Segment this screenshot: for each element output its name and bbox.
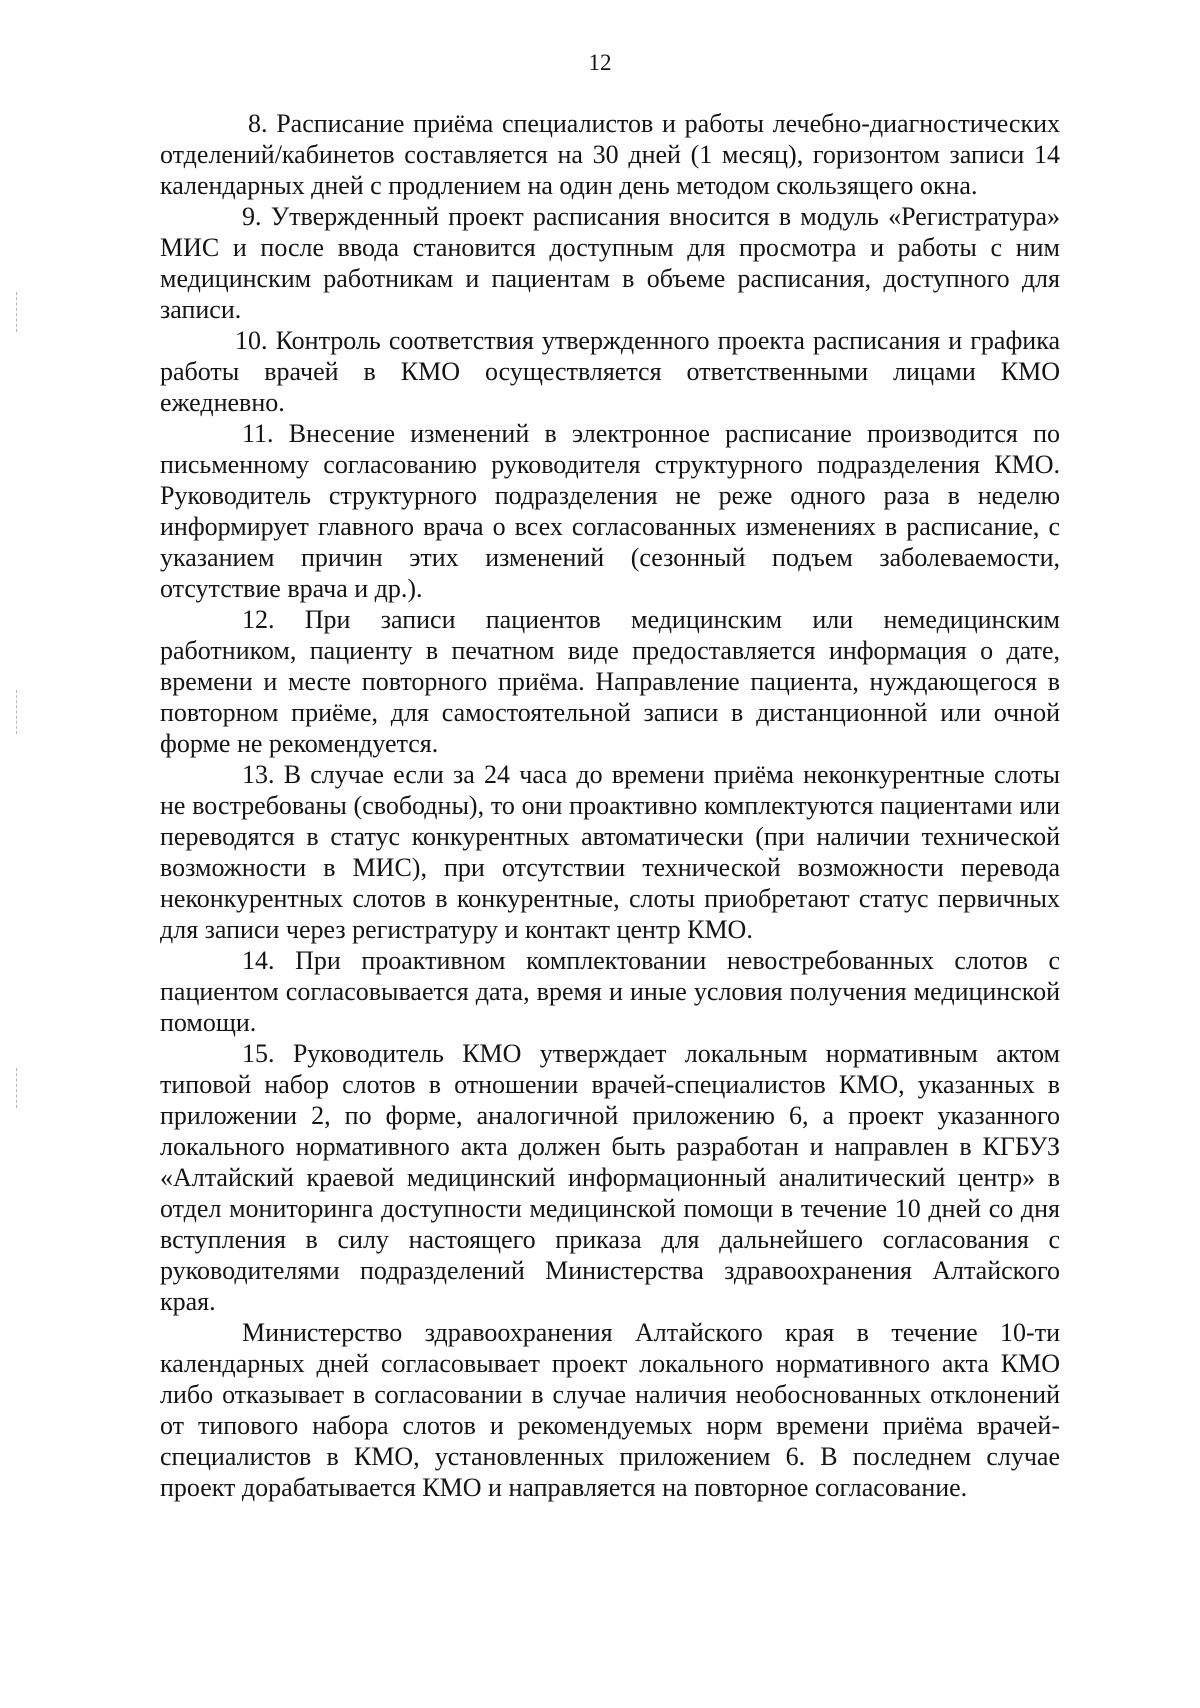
paragraph-13: 13. В случае если за 24 часа до времени приёма неконкурентные слоты не востребованы (свободны), то они проактивно комплектуются пациентами или переводятся в статус конкурентных автоматически (при наличии технической возможности в МИС), при отсутствии технической возможности перевода неконкурентных слотов в конкурентные, слоты приобретают статус первичных для записи через регистратуру и контакт центр КМО. [160, 760, 1060, 944]
paragraph-10: 10. Контроль соответствия утвержденного проекта расписания и графика работы врачей в КМО осуществляется ответственными лицами КМО ежедневно. [160, 326, 1060, 417]
scan-artifact-mark [16, 292, 17, 332]
scan-artifact-mark [16, 1068, 17, 1108]
paragraph-15: 15. Руководитель КМО утверждает локальным нормативным актом типовой набор слотов в отношении врачей-специалистов КМО, указанных в приложении 2, по форме, аналогичной приложению 6, а проект указанного локального нормативного акта должен быть разработан и направлен в КГБУЗ «Алтайский краевой медицинский информационный аналитический центр» в отдел мониторинга доступности медицинской помощи в течение 10 дней со дня вступления в силу настоящего приказа для дальнейшего согласования с руководителями подразделений Министерства здравоохранения Алтайского края. [160, 1039, 1060, 1316]
document-body [160, 108, 1060, 1503]
paragraph-14: 14. При проактивном комплектовании невостребованных слотов с пациентом согласовывается дата, время и иные условия получения медицинской помощи. [160, 946, 1060, 1037]
paragraph-9: 9. Утвержденный проект расписания вносится в модуль «Регистратура» МИС и после ввода становится доступным для просмотра и работы с ним медицинским работникам и пациентам в объеме расписания, доступного для записи. [160, 202, 1060, 324]
paragraph-12: 12. При записи пациентов медицинским или немедицинским работником, пациенту в печатном виде предоставляется информация о дате, времени и месте повторного приёма. Направление пациента, нуждающегося в повторном приёме, для самостоятельной записи в дистанционной или очной форме не рекомендуется. [160, 605, 1060, 758]
paragraph-ministry-approval: Министерство здравоохранения Алтайского края в течение 10-ти календарных дней согласовывает проект локального нормативного акта КМО либо отказывает в согласовании в случае наличия необоснованных отклонений от типового набора слотов и рекомендуемых норм времени приёма врачей-специалистов в КМО, установленных приложением 6. В последнем случае проект дорабатывается КМО и направляется на повторное согласование. [160, 1318, 1060, 1502]
scan-artifact-mark [16, 690, 17, 734]
paragraph-8: 8. Расписание приёма специалистов и работы лечебно-диагностических отделений/кабинетов составляется на 30 дней (1 месяц), горизонтом записи 14 календарных дней с продлением на один день методом скользящего окна. [160, 109, 1060, 200]
page-number: 12 [588, 50, 612, 75]
paragraph-11: 11. Внесение изменений в электронное расписание производится по письменному согласованию руководителя структурного подразделения КМО. Руководитель структурного подразделения не реже одного раза в неделю информирует главного врача о всех согласованных изменениях в расписание, с указанием причин этих изменений (сезонный подъем заболеваемости, отсутствие врача и др.). [160, 419, 1060, 603]
